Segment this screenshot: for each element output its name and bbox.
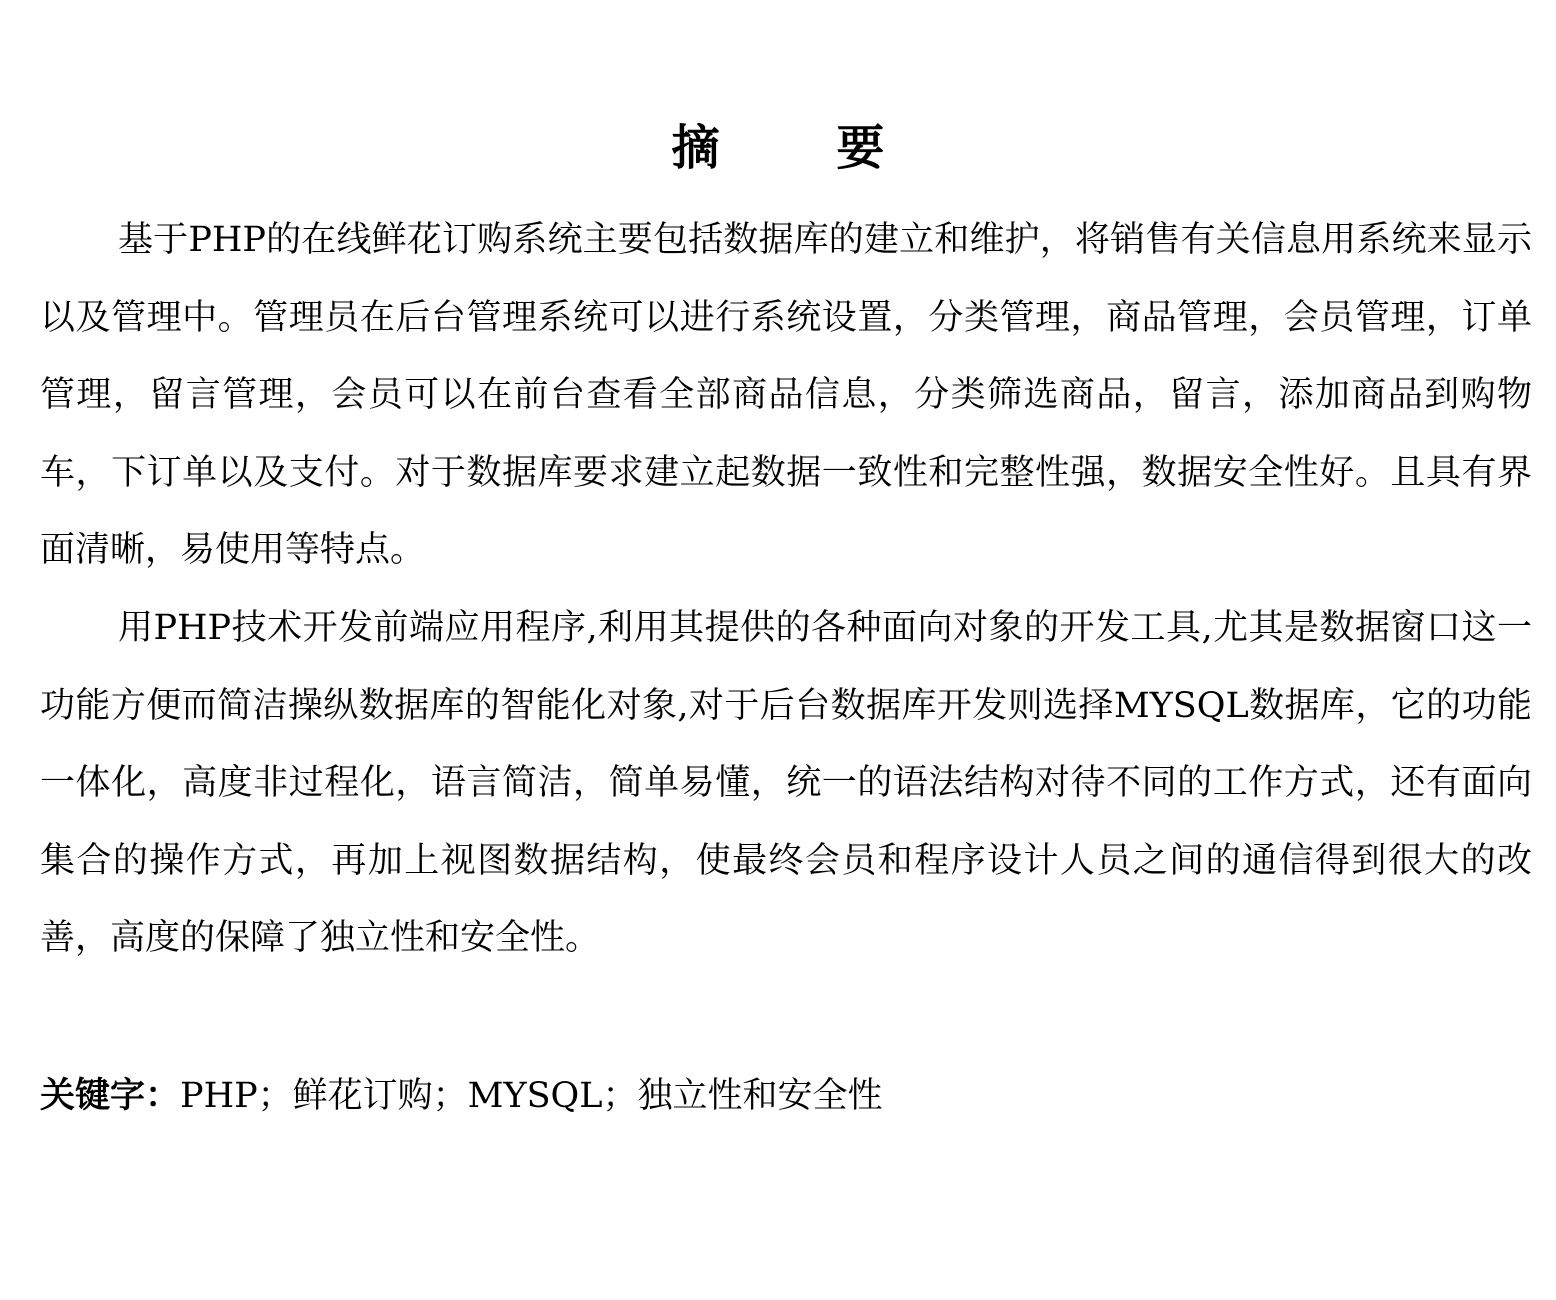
abstract-body xyxy=(40,202,1532,978)
keywords-text: PHP；鲜花订购；MYSQL；独立性和安全性 xyxy=(180,1076,883,1116)
abstract-paragraph-2: 用PHP技术开发前端应用程序,利用其提供的各种面向对象的开发工具,尤其是数据窗口这一功能方便而简洁操纵数据库的智能化对象,对于后台数据库开发则选择MYSQL数据库，它的功能一体化，高度非过程化，语言简洁，简单易懂，统一的语法结构对待不同的工作方式，还有面向集合的操作方式，再加上视图数据结构，使最终会员和程序设计人员之间的通信得到很大的改善，高度的保障了独立性和安全性。 xyxy=(40,607,1532,959)
abstract-paragraph-1: 基于PHP的在线鲜花订购系统主要包括数据库的建立和维护，将销售有关信息用系统来显示以及管理中。管理员在后台管理系统可以进行系统设置，分类管理，商品管理，会员管理，订单管理，留言管理，会员可以在前台查看全部商品信息，分类筛选商品，留言，添加商品到购物车，下订单以及支付。对于数据库要求建立起数据一致性和完整性强，数据安全性好。且具有界面清晰，易使用等特点。 xyxy=(40,220,1532,571)
page-title: 摘 要 xyxy=(671,120,935,176)
keywords-line xyxy=(40,1070,1532,1122)
keywords-label: 关键字： xyxy=(40,1075,181,1116)
